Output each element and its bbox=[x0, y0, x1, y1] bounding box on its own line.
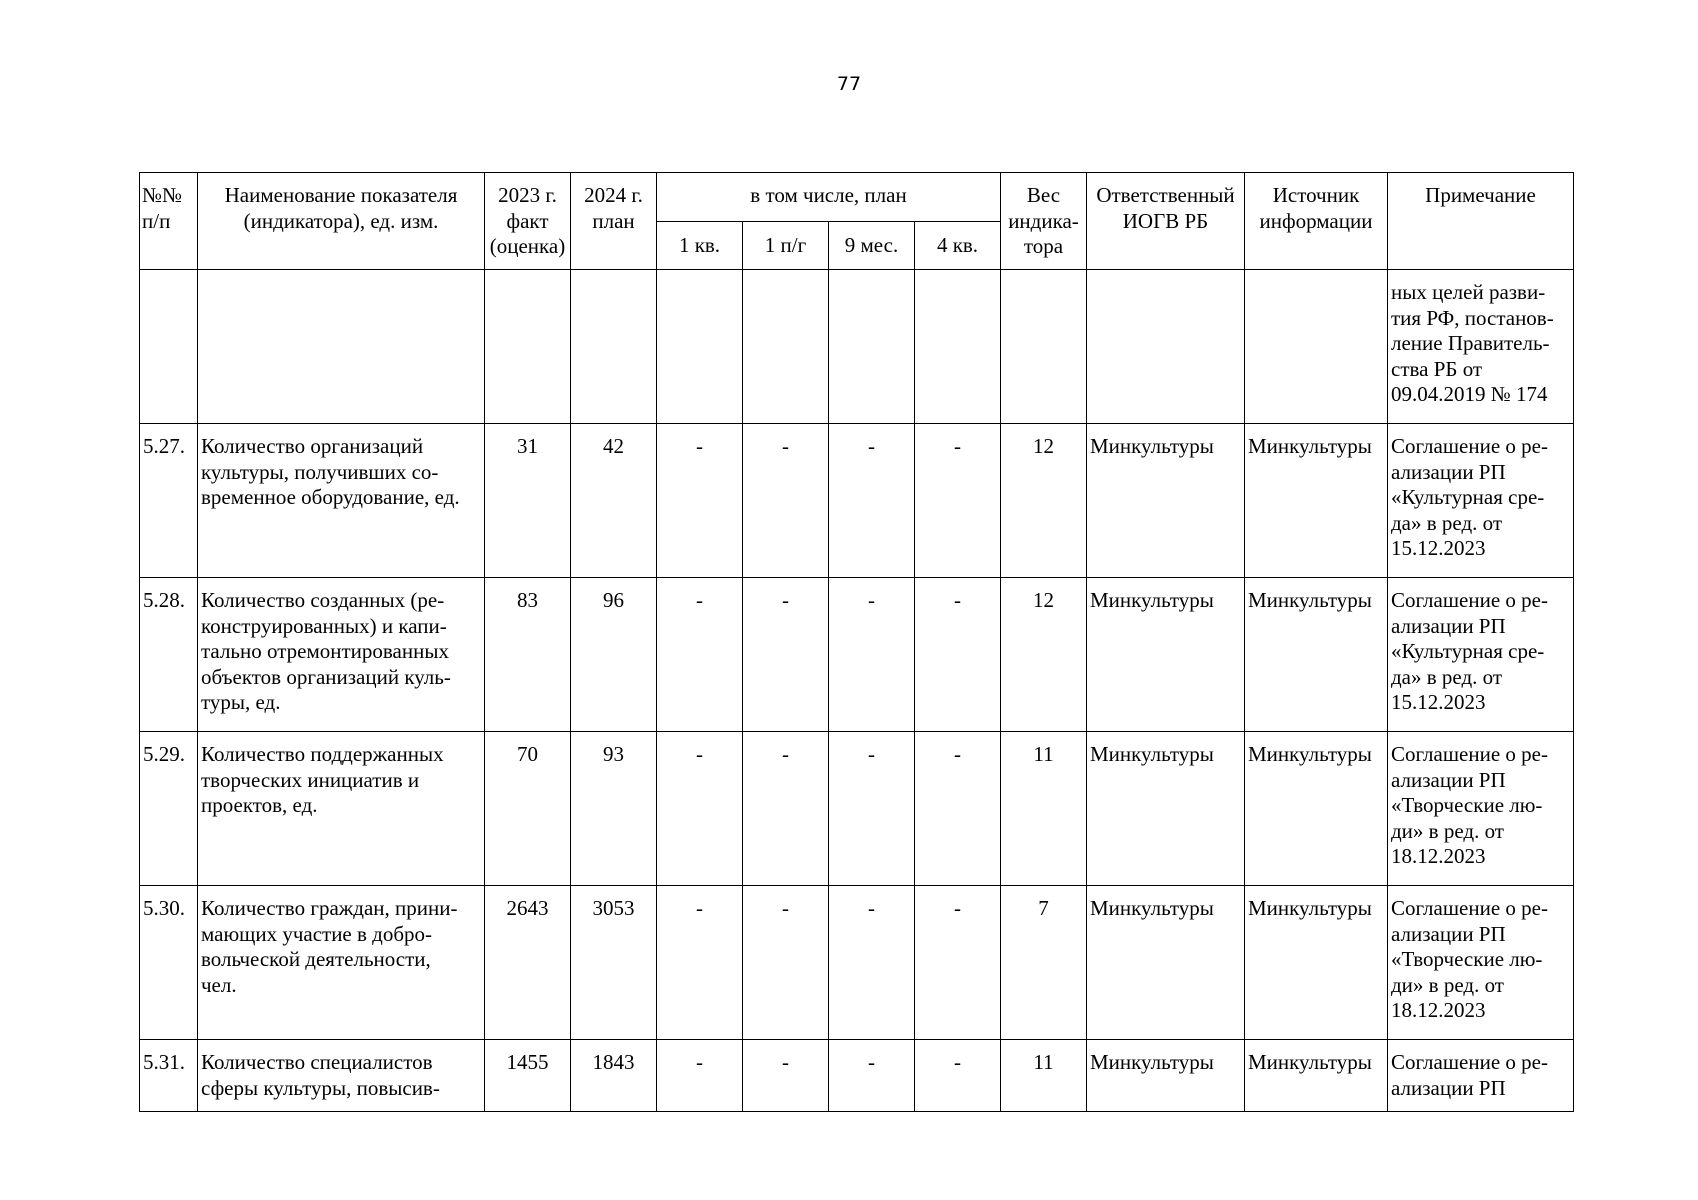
cell-num: 5.29. bbox=[140, 732, 198, 886]
cell-plan-2024: 93 bbox=[571, 732, 657, 886]
cell-fact-2023 bbox=[485, 270, 571, 424]
cell-q1: - bbox=[657, 578, 743, 732]
cell-responsible bbox=[1087, 270, 1245, 424]
cell-num: 5.30. bbox=[140, 886, 198, 1040]
cell-weight: 7 bbox=[1001, 886, 1087, 1040]
cell-name: Количество специалистов сферы культуры, повысив- bbox=[198, 1040, 485, 1112]
cell-fact-2023: 31 bbox=[485, 424, 571, 578]
cell-plan-2024: 3053 bbox=[571, 886, 657, 1040]
indicators-table bbox=[139, 172, 1574, 1112]
page-number: 77 bbox=[836, 73, 862, 95]
cell-q1 bbox=[657, 270, 743, 424]
cell-weight: 11 bbox=[1001, 1040, 1087, 1112]
cell-h1: - bbox=[743, 578, 829, 732]
header-name: Наименование показателя (индикатора), ед. изм. bbox=[198, 173, 485, 270]
cell-m9: - bbox=[829, 886, 915, 1040]
cell-responsible: Минкультуры bbox=[1087, 886, 1245, 1040]
cell-q1: - bbox=[657, 732, 743, 886]
cell-weight: 12 bbox=[1001, 424, 1087, 578]
cell-q4: - bbox=[915, 886, 1001, 1040]
cell-name: Количество созданных (ре- конструированных) и капи- тально отремонтированных объектов организаций куль- туры, ед. bbox=[198, 578, 485, 732]
cell-source: Минкультуры bbox=[1245, 886, 1388, 1040]
cell-m9: - bbox=[829, 1040, 915, 1112]
cell-note: Соглашение о ре- ализации РП «Творческие лю- ди» в ред. от 18.12.2023 bbox=[1388, 732, 1574, 886]
cell-responsible: Минкультуры bbox=[1087, 424, 1245, 578]
cell-responsible: Минкультуры bbox=[1087, 732, 1245, 886]
header-m9: 9 мес. bbox=[829, 222, 915, 270]
cell-q1: - bbox=[657, 1040, 743, 1112]
header-num: №№ п/п bbox=[140, 173, 198, 270]
cell-q1: - bbox=[657, 886, 743, 1040]
cell-name: Количество граждан, прини- мающих участие в добро- вольческой деятельности, чел. bbox=[198, 886, 485, 1040]
cell-q4: - bbox=[915, 578, 1001, 732]
cell-h1: - bbox=[743, 424, 829, 578]
table-row bbox=[140, 270, 1574, 424]
cell-fact-2023: 2643 bbox=[485, 886, 571, 1040]
cell-h1: - bbox=[743, 1040, 829, 1112]
cell-h1 bbox=[743, 270, 829, 424]
cell-q4: - bbox=[915, 424, 1001, 578]
table-row bbox=[140, 578, 1574, 732]
cell-m9: - bbox=[829, 578, 915, 732]
table-header-row bbox=[140, 173, 1574, 222]
cell-m9: - bbox=[829, 424, 915, 578]
header-source: Источник информации bbox=[1245, 173, 1388, 270]
cell-source: Минкультуры bbox=[1245, 1040, 1388, 1112]
header-incl-plan: в том числе, план bbox=[657, 173, 1001, 222]
table-row bbox=[140, 732, 1574, 886]
header-fact-2023: 2023 г. факт (оценка) bbox=[485, 173, 571, 270]
cell-fact-2023: 83 bbox=[485, 578, 571, 732]
header-h1: 1 п/г bbox=[743, 222, 829, 270]
cell-m9: - bbox=[829, 732, 915, 886]
header-q1: 1 кв. bbox=[657, 222, 743, 270]
table-row bbox=[140, 1040, 1574, 1112]
cell-q4: - bbox=[915, 732, 1001, 886]
cell-m9 bbox=[829, 270, 915, 424]
header-responsible: Ответственный ИОГВ РБ bbox=[1087, 173, 1245, 270]
cell-note: Соглашение о ре- ализации РП «Творческие лю- ди» в ред. от 18.12.2023 bbox=[1388, 886, 1574, 1040]
cell-num bbox=[140, 270, 198, 424]
table-row bbox=[140, 424, 1574, 578]
cell-num: 5.27. bbox=[140, 424, 198, 578]
cell-note: Соглашение о ре- ализации РП «Культурная сре- да» в ред. от 15.12.2023 bbox=[1388, 578, 1574, 732]
cell-source: Минкультуры bbox=[1245, 578, 1388, 732]
cell-weight: 11 bbox=[1001, 732, 1087, 886]
cell-source bbox=[1245, 270, 1388, 424]
cell-num: 5.31. bbox=[140, 1040, 198, 1112]
cell-q4 bbox=[915, 270, 1001, 424]
cell-note: ных целей разви- тия РФ, постанов- ление Правитель- ства РБ от 09.04.2019 № 174 bbox=[1388, 270, 1574, 424]
cell-plan-2024: 1843 bbox=[571, 1040, 657, 1112]
cell-q4: - bbox=[915, 1040, 1001, 1112]
header-q4: 4 кв. bbox=[915, 222, 1001, 270]
cell-q1: - bbox=[657, 424, 743, 578]
cell-note: Соглашение о ре- ализации РП bbox=[1388, 1040, 1574, 1112]
cell-source: Минкультуры bbox=[1245, 732, 1388, 886]
header-plan-2024: 2024 г. план bbox=[571, 173, 657, 270]
cell-weight bbox=[1001, 270, 1087, 424]
cell-plan-2024 bbox=[571, 270, 657, 424]
cell-plan-2024: 42 bbox=[571, 424, 657, 578]
cell-source: Минкультуры bbox=[1245, 424, 1388, 578]
cell-h1: - bbox=[743, 886, 829, 1040]
cell-name bbox=[198, 270, 485, 424]
cell-name: Количество организаций культуры, получивших со- временное оборудование, ед. bbox=[198, 424, 485, 578]
cell-fact-2023: 70 bbox=[485, 732, 571, 886]
cell-weight: 12 bbox=[1001, 578, 1087, 732]
cell-fact-2023: 1455 bbox=[485, 1040, 571, 1112]
cell-responsible: Минкультуры bbox=[1087, 1040, 1245, 1112]
table-row bbox=[140, 886, 1574, 1040]
cell-note: Соглашение о ре- ализации РП «Культурная сре- да» в ред. от 15.12.2023 bbox=[1388, 424, 1574, 578]
cell-h1: - bbox=[743, 732, 829, 886]
cell-plan-2024: 96 bbox=[571, 578, 657, 732]
header-weight: Вес индика-тора bbox=[1001, 173, 1087, 270]
cell-name: Количество поддержанных творческих инициатив и проектов, ед. bbox=[198, 732, 485, 886]
cell-responsible: Минкультуры bbox=[1087, 578, 1245, 732]
header-note: Примечание bbox=[1388, 173, 1574, 270]
cell-num: 5.28. bbox=[140, 578, 198, 732]
